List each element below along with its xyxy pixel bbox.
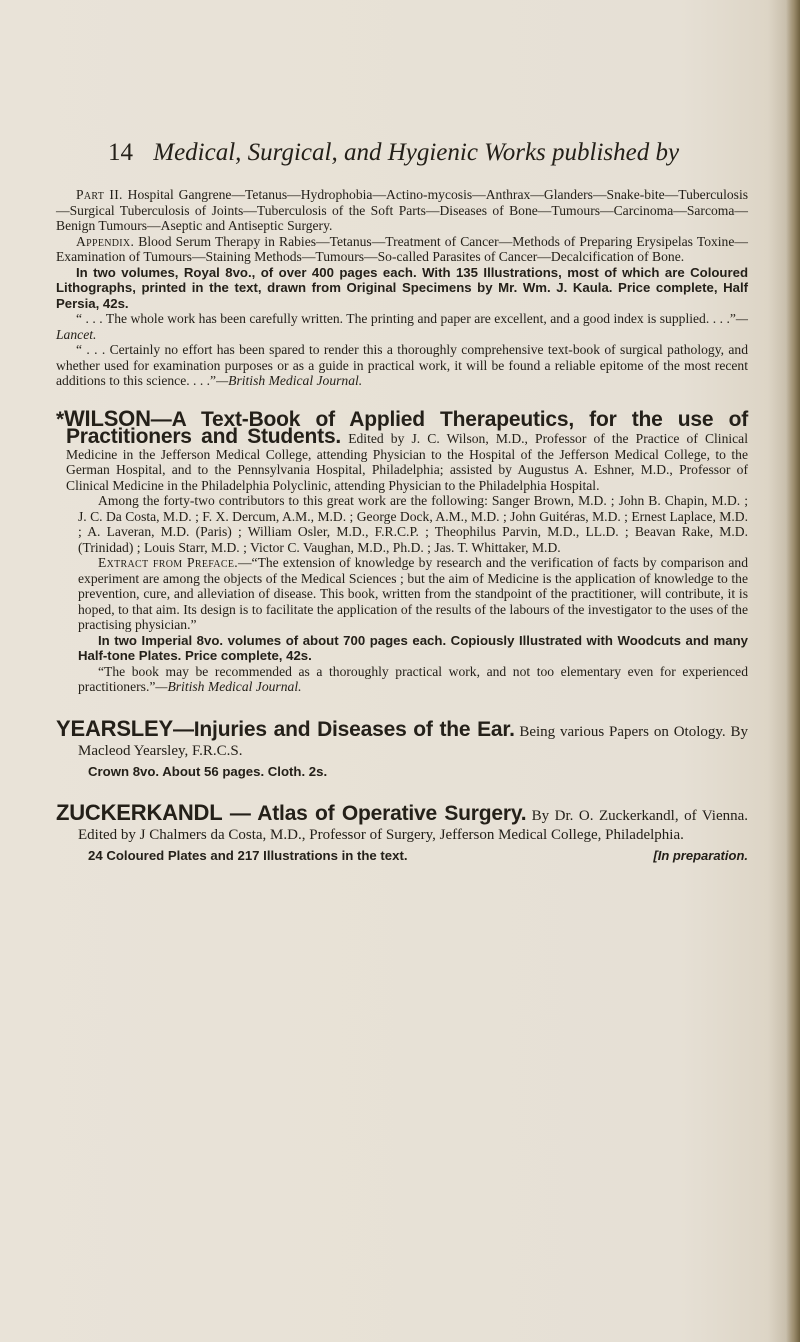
wilson-marker: * bbox=[56, 407, 64, 431]
zuckerkandl-format: 24 Coloured Plates and 217 Illustrations in the text. bbox=[88, 848, 408, 863]
wilson-extract bbox=[56, 555, 748, 633]
review-bmj-quote: “ . . . Certainly no effort has been spared to render this a thoroughly comprehensive text-book of surgical pathology, and whether used for examination purposes or as a guide in practical work, it will be found a reliable epitome of the most recent additions to this science. . . .” bbox=[56, 342, 748, 388]
page-edge-shadow bbox=[786, 0, 800, 1342]
review-lancet-source: —Lancet. bbox=[56, 311, 748, 342]
entry-zuckerkandl bbox=[56, 800, 749, 864]
appendix-text: Blood Serum Therapy in Rabies—Tetanus—Treatment of Cancer—Methods of Preparing Erysipelas Toxine—Examination of Tumours—Staining Methods—Tumours—So-called Parasites of Cancer—Decalcification of Bone. bbox=[56, 233, 748, 264]
wilson-extract-label: Extract from Preface. bbox=[98, 555, 238, 570]
zuckerkandl-format-line bbox=[56, 848, 748, 864]
wilson-title: A Text-Book of Applied Therapeutics, for the use of Practitioners and Students. bbox=[66, 407, 748, 448]
wilson-heading bbox=[56, 405, 748, 494]
wilson-contributors: Among the forty-two contributors to this great work are the following: Sanger Brown, M.D. ; John B. Chapin, M.D. ; J. C. Da Costa, M.D. ; F. X. Dercum, A.M., M.D. ; George Dock, A.M., M.D. ; John Guitéras, M.D. ; Ernest Laplace, M.D. ; A. Laveran, M.D. (Paris) ; William Osler, M.D., F.R.C.P. ; Theophilus Parvin, M.D., LL.D. ; Beavan Rake, M.D. (Trinidad) ; Louis Starr, M.D. ; Victor C. Vaughan, M.D., Ph.D. ; Jas. T. Whittaker, M.D. bbox=[78, 493, 748, 555]
review-lancet-quote: “ . . . The whole work has been carefully written. The printing and paper are excellent, and a good index is supplied. . . .” bbox=[76, 311, 736, 326]
zuckerkandl-title: Atlas of Operative Surgery. bbox=[257, 802, 527, 825]
page-number: 14 bbox=[108, 139, 133, 166]
wilson-volumes: In two Imperial 8vo. volumes of about 700 pages each. Copiously Illustrated with Woodcuts and many Half-tone Plates. Price complete, 42s. bbox=[78, 632, 748, 663]
page-content bbox=[56, 187, 748, 864]
yearsley-desc: Being various Papers on Otology. By Macleod Yearsley, F.R.C.S. bbox=[78, 723, 748, 759]
appendix-label: Appendix. bbox=[76, 233, 135, 249]
entry-yearsley bbox=[56, 715, 748, 780]
zuckerkandl-author: ZUCKERKANDL bbox=[56, 800, 223, 825]
entry-wilson bbox=[56, 405, 748, 695]
part-two-label: Part II. bbox=[76, 187, 123, 202]
review-bmj bbox=[56, 342, 748, 389]
review-bmj-source: —British Medical Journal. bbox=[216, 373, 363, 388]
wilson-review bbox=[56, 664, 748, 695]
yearsley-format: Crown 8vo. About 56 pages. Cloth. 2s. bbox=[88, 763, 328, 779]
wilson-extract-text: —“The extension of knowledge by research and the verification of facts by comparison and experiment are among the objects of the Medical Sciences ; but the aim of Medicine is the application of knowledge to the prevention, cure, and alleviation of disease. This book, written from the standpoint of the practitioner, will contribute, it is hoped, to that aim. Its design is to facilitate the application of the results of the labours of the investigator to the uses of the practising physician.” bbox=[78, 555, 748, 632]
yearsley-heading bbox=[56, 715, 748, 761]
zuckerkandl-desc: By Dr. O. Zuckerkandl, of Vienna. Edited by J Chalmers da Costa, M.D., Professor of Surgery, Jefferson Medical College, Philadelphia. bbox=[78, 808, 749, 843]
yearsley-dash: — bbox=[172, 717, 194, 741]
wilson-author: WILSON bbox=[63, 405, 151, 431]
appendix-contents bbox=[56, 234, 748, 265]
yearsley-author: YEARSLEY bbox=[56, 715, 173, 741]
wilson-dash: — bbox=[150, 407, 172, 431]
zuckerkandl-dash: — bbox=[222, 802, 258, 825]
volumes-note: In two volumes, Royal 8vo., of over 400 pages each. With 135 Illustrations, most of which are Coloured Lithographs, printed in the text, drawn from Original Specimens by Mr. Wm. J. Kaula. Price complete, Half Persia, 42s. bbox=[56, 264, 748, 311]
zuckerkandl-heading bbox=[56, 800, 749, 845]
header-title: Medical, Surgical, and Hygienic Works published by bbox=[153, 139, 680, 166]
wilson-edited: Edited by J. C. Wilson, M.D., Professor of the Practice of Clinical Medicine in the Jefferson Medical College, attending Physician to the Hospital of the Jefferson Medical College, to the German Hospital, and to the Pennsylvania Hospital, Philadelphia; assisted by Augustus A. Eshner, M.D., Professor of Clinical Medicine in the Philadelphia Polyclinic, attending Physician to the Philadelphia Hospital. bbox=[66, 431, 748, 493]
wilson-review-source: —British Medical Journal. bbox=[155, 679, 302, 694]
zuckerkandl-status: [In preparation. bbox=[653, 848, 748, 863]
yearsley-title: Injuries and Diseases of the Ear. bbox=[193, 717, 515, 741]
review-lancet bbox=[56, 311, 748, 342]
part-two-contents bbox=[56, 187, 748, 234]
part-two-text: Hospital Gangrene—Tetanus—Hydrophobia—Actino-mycosis—Anthrax—Glanders—Snake-bite—Tuberculosis—Surgical Tuberculosis of Joints—Tuberculosis of the Soft Parts—Diseases of Bone—Tumours—Carcinoma—Sarcoma—Benign Tumours—Aseptic and Antiseptic Surgery. bbox=[56, 187, 749, 233]
running-header bbox=[108, 138, 788, 168]
wilson-review-quote: “The book may be recommended as a thoroughly practical work, and not too elementary even for experienced practitioners.” bbox=[78, 663, 748, 694]
